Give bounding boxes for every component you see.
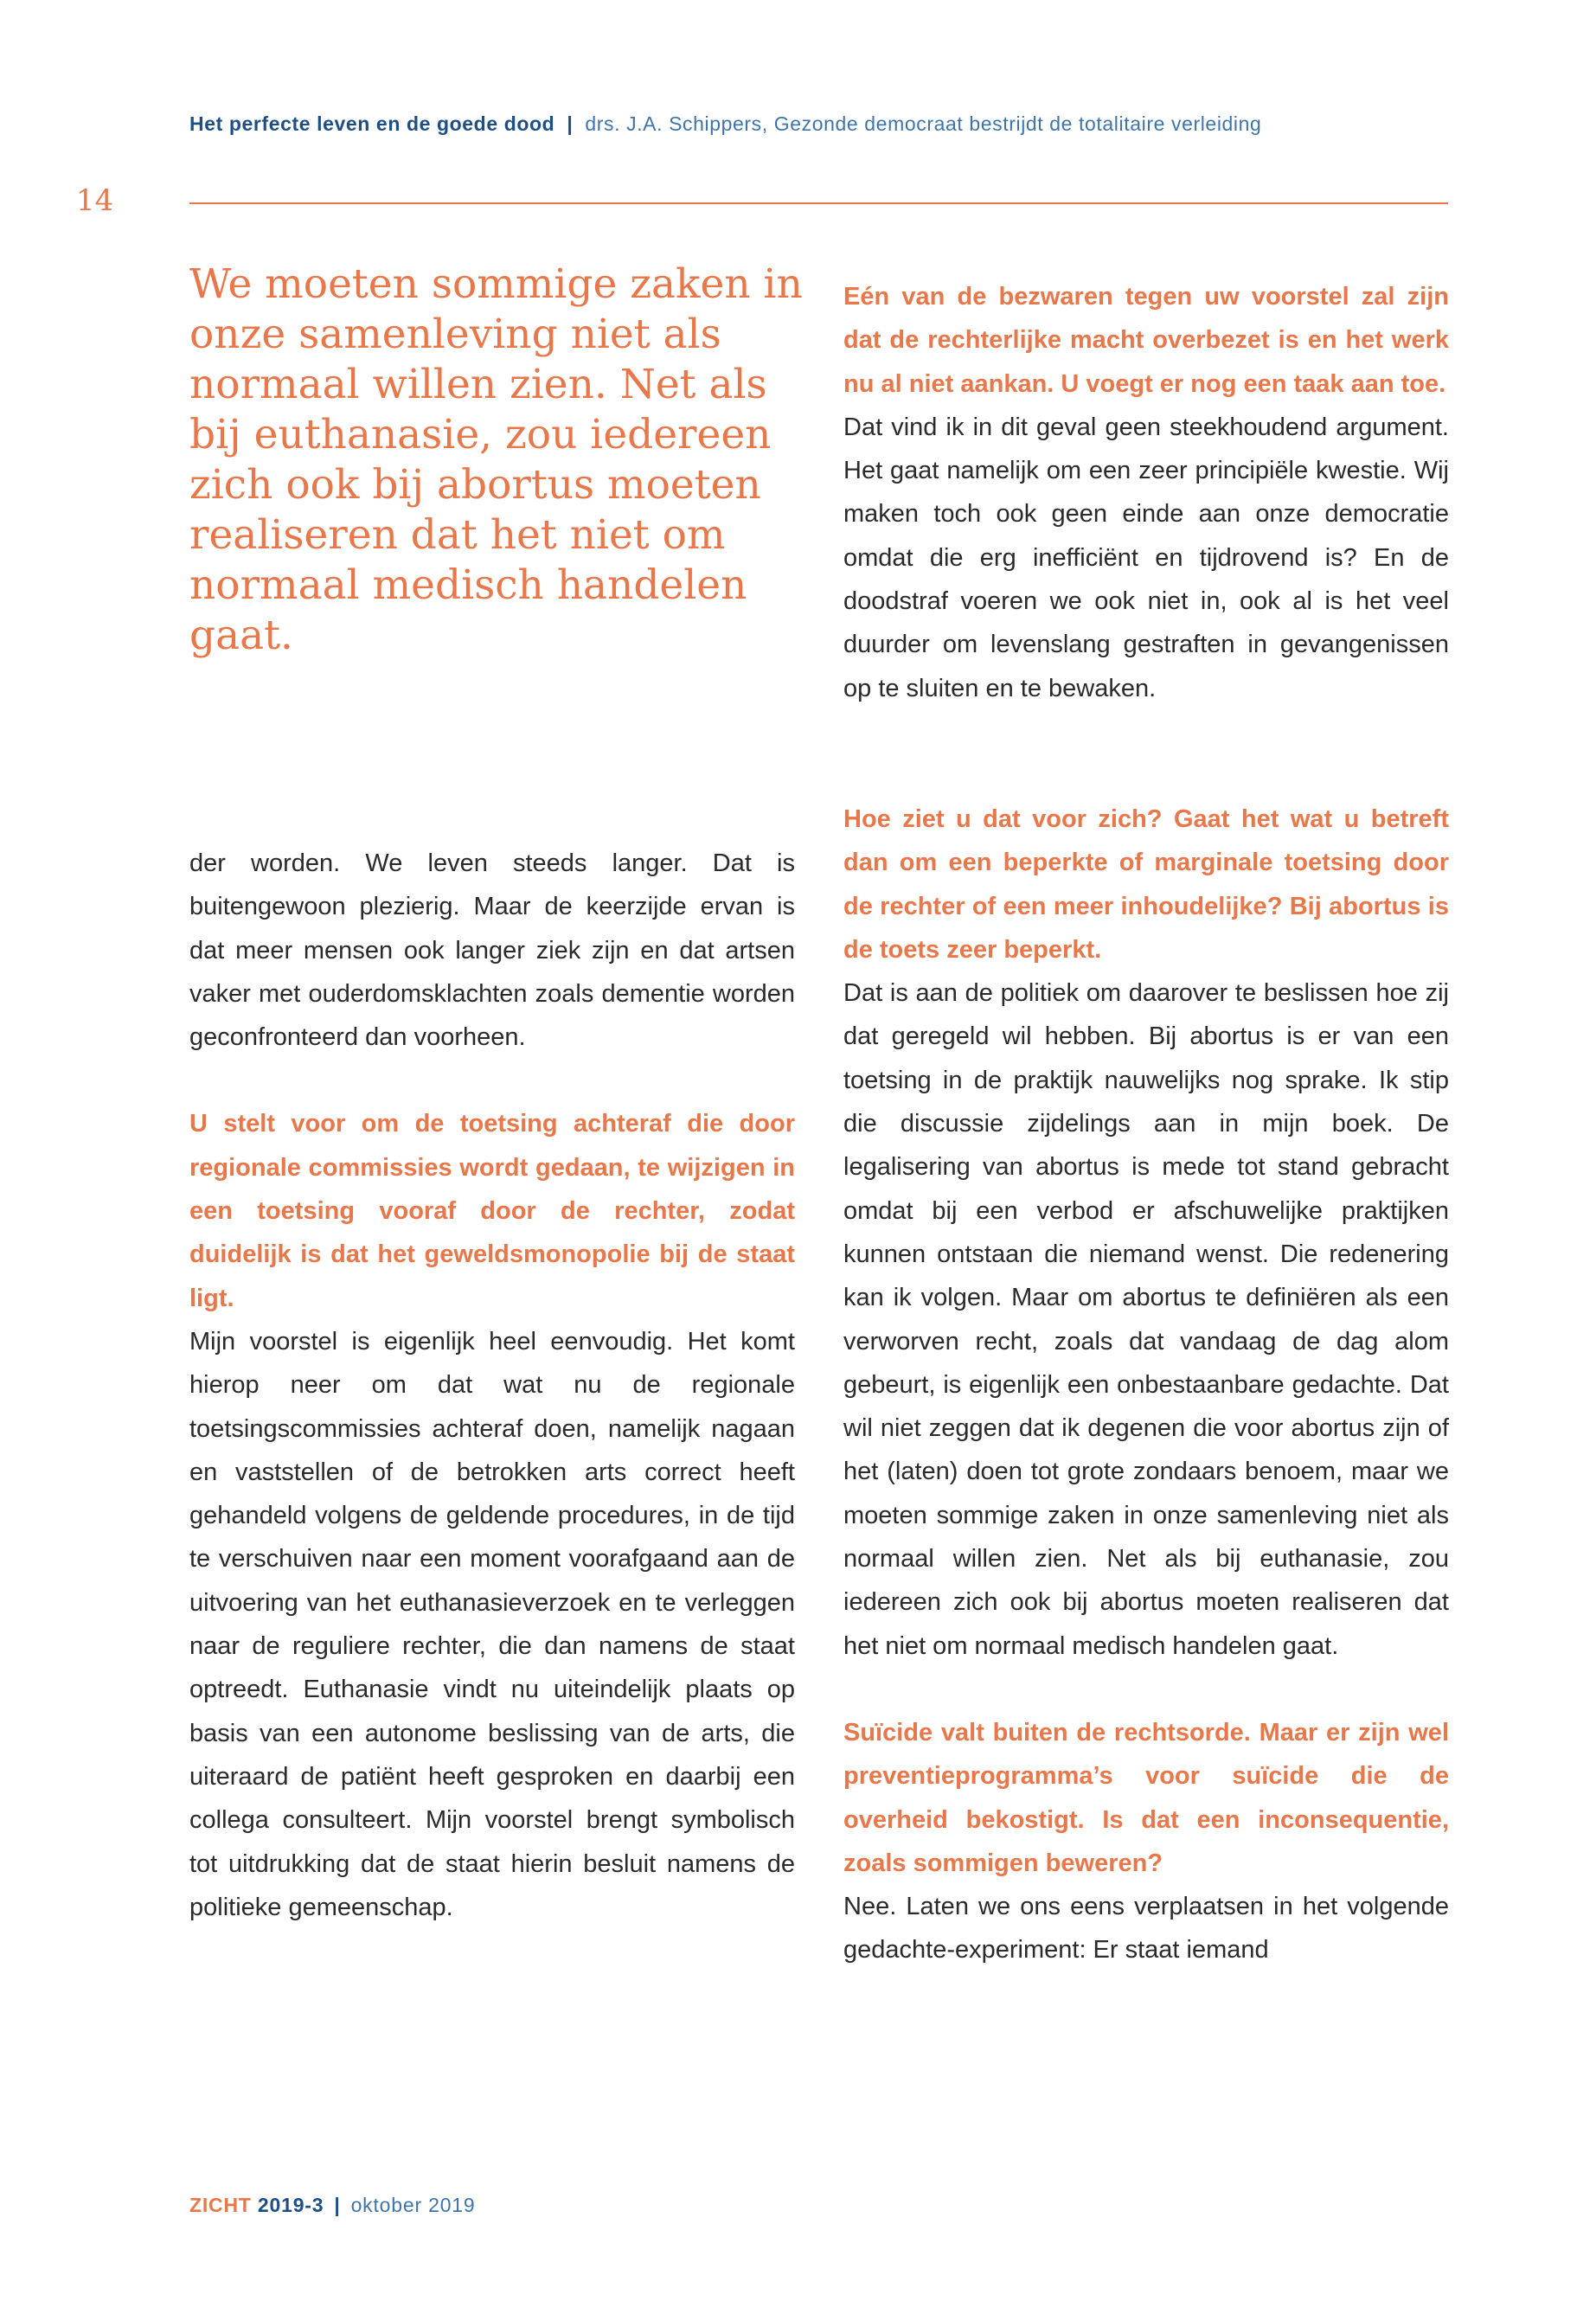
left-column bbox=[189, 842, 795, 1929]
header-title: Het perfecte leven en de goede dood bbox=[189, 112, 555, 135]
pull-quote: We moeten sommige zaken in onze samenleving niet als normaal willen zien. Net als bij euthanasie, zou iedereen zich ook bij abortus moeten realiseren dat het niet om normaal medisch handelen gaat. bbox=[189, 260, 803, 659]
footer-separator: | bbox=[334, 2194, 341, 2216]
interview-answer: Mijn voorstel is eigenlijk heel eenvoudig. Het komt hierop neer om dat wat nu de regionale toetsingscommissies achteraf doen, namelijk nagaan en vaststellen of de betrokken arts correct heeft gehandeld volgens de geldende procedures, in de tijd te verschuiven naar een moment voorafgaand aan de uitvoering van het euthanasieverzoek en te verleggen naar de reguliere rechter, die dan namens de staat optreedt. Euthanasie vindt nu uiteindelijk plaats op basis van een autonome beslissing van de arts, die uiteraard de patiënt heeft gesproken en daarbij een collega consulteert. Mijn voorstel brengt symbolisch tot uitdrukking dat de staat hierin besluit namens de politieke gemeenschap. bbox=[189, 1327, 795, 1921]
body-paragraph: der worden. We leven steeds langer. Dat is buitengewoon plezierig. Maar de keerzijde ervan is dat meer mensen ook langer ziek zijn en dat artsen vaker met ouderdomsklachten zoals dementie worden geconfronteerd dan voorheen. bbox=[189, 849, 795, 1052]
running-footer bbox=[189, 2194, 475, 2217]
interview-question: U stelt voor om de toetsing achteraf die door regionale commissies wordt gedaan, te wijzigen in een toetsing vooraf door de rechter, zodat duidelijk is dat het geweldsmonopolie bij de staat ligt. bbox=[189, 1110, 795, 1312]
footer-magazine: ZICHT bbox=[189, 2194, 252, 2216]
header-subtitle: drs. J.A. Schippers, Gezonde democraat bestrijdt de totalitaire verleiding bbox=[585, 112, 1262, 135]
paragraph-gap bbox=[843, 1668, 1449, 1711]
interview-answer: Nee. Laten we ons eens verplaatsen in het volgende gedachte-experiment: Er staat iemand bbox=[843, 1893, 1449, 1965]
interview-answer: Dat is aan de politiek om daarover te beslissen hoe zij dat geregeld wil hebben. Bij abortus is er van een toetsing in de praktijk nauwelijks nog sprake. Ik stip die discussie zijdelings aan in mijn boek. De legalisering van abortus is mede tot stand gebracht omdat bij een verbod er afschuwelijke praktijken kunnen ontstaan die niemand wenst. Die redenering kan ik volgen. Maar om abortus te definiëren als een verworven recht, zoals dat vandaag de dag alom gebeurt, is eigenlijk een onbestaanbare gedachte. Dat wil niet zeggen dat ik degenen die voor abortus zijn of het (laten) doen tot grote zondaars benoem, maar we moeten sommige zaken in onze samenleving niet als normaal willen zien. Net als bij euthanasie, zou iedereen zich ook bij abortus moeten realiseren dat het niet om normaal medisch handelen gaat. bbox=[843, 979, 1449, 1660]
header-separator: | bbox=[567, 112, 574, 135]
footer-date: oktober 2019 bbox=[350, 2194, 476, 2216]
interview-question: Eén van de bezwaren tegen uw voorstel zal zijn dat de rechterlijke macht overbezet is en het werk nu al niet aankan. U voegt er nog een taak aan toe. bbox=[843, 283, 1449, 398]
interview-question: Hoe ziet u dat voor zich? Gaat het wat u betreft dan om een beperkte of marginale toetsing door de rechter of een meer inhoudelijke? Bij abortus is de toets zeer beperkt. bbox=[843, 805, 1449, 964]
paragraph-gap bbox=[189, 1059, 795, 1102]
header-rule bbox=[189, 202, 1448, 204]
interview-answer: Dat vind ik in dit geval geen steekhoudend argument. Het gaat namelijk om een zeer principiële kwestie. Wij maken toch ook geen einde aan onze democratie omdat die erg inefficiënt en tijdrovend is? En de doodstraf voeren we ook niet in, ook al is het veel duurder om levenslang gestraften in gevangenissen op te sluiten en te bewaken. bbox=[843, 413, 1449, 702]
interview-question: Suïcide valt buiten de rechtsorde. Maar er zijn wel preventieprogramma’s voor suïcide die de overheid bekostigt. Is dat een inconsequentie, zoals sommigen beweren? bbox=[843, 1718, 1449, 1877]
running-header bbox=[189, 112, 1452, 136]
footer-issue: 2019-3 bbox=[257, 2194, 324, 2216]
page-number: 14 bbox=[76, 183, 114, 218]
right-column-bottom bbox=[843, 798, 1449, 1972]
right-column-top bbox=[843, 275, 1449, 710]
